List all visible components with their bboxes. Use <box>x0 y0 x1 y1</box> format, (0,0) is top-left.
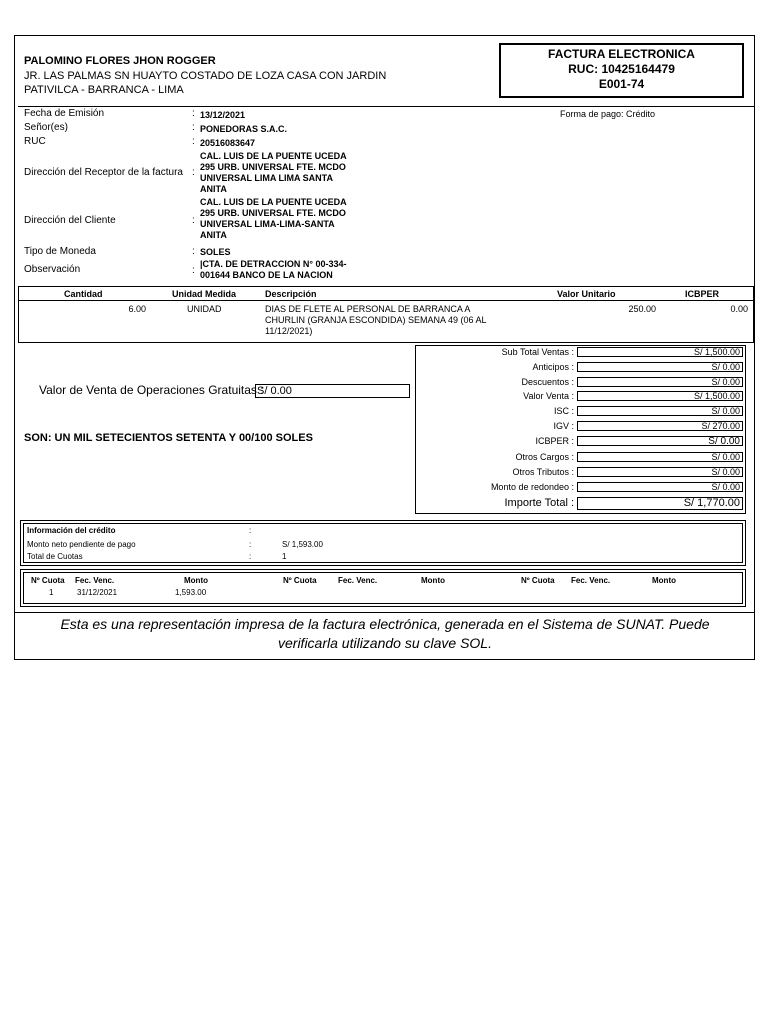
cuota-header-monto-2: Monto <box>421 576 445 585</box>
credito-cuotas-value: 1 <box>282 552 287 561</box>
senor-label: Señor(es) <box>24 122 68 133</box>
observacion-label: Observación <box>24 264 81 275</box>
cuota-header-nro-2: Nº Cuota <box>283 576 317 585</box>
cuota-row-monto: 1,593.00 <box>175 588 207 597</box>
credito-monto-label: Monto neto pendiente de pago <box>27 540 136 549</box>
colon: : <box>192 108 195 119</box>
colon: : <box>249 526 252 535</box>
divider <box>18 106 754 107</box>
cuota-header-monto-1: Monto <box>184 576 208 585</box>
colon: : <box>192 246 195 257</box>
item-valor-unitario: 250.00 <box>628 304 656 314</box>
dir-receptor-value: CAL. LUIS DE LA PUENTE UCEDA 295 URB. UNIVERSAL FTE. MCDO UNIVERSAL LIMA LIMA SANTA ANITA <box>200 151 347 194</box>
total-label-subtotal: Sub Total Ventas : <box>501 347 574 357</box>
supplier-name: PALOMINO FLORES JHON ROGGER <box>24 55 216 67</box>
total-label-otros-cargos: Otros Cargos : <box>515 452 574 462</box>
dir-cliente-value: CAL. LUIS DE LA PUENTE UCEDA 295 URB. UNIVERSAL FTE. MCDO UNIVERSAL LIMA-LIMA-SANTA ANITA <box>200 197 347 240</box>
ruc-label: RUC <box>24 136 46 147</box>
cuotas-inner <box>23 572 743 604</box>
total-value-anticipos: S/ 0.00 <box>577 362 743 372</box>
senor-value: PONEDORAS S.A.C. <box>200 124 288 134</box>
total-label-importe: Importe Total : <box>504 497 574 509</box>
invoice-number: E001-74 <box>598 77 645 91</box>
colon: : <box>249 552 252 561</box>
total-value-redondeo: S/ 0.00 <box>577 482 743 492</box>
total-value-otros-tributos: S/ 0.00 <box>577 467 743 477</box>
invoice-id-box <box>499 43 744 98</box>
supplier-address-line-2: PATIVILCA - BARRANCA - LIMA <box>24 84 184 96</box>
ruc-value: 20516083647 <box>200 138 256 148</box>
item-icbper: 0.00 <box>730 304 748 314</box>
total-value-valor-venta: S/ 1,500.00 <box>577 391 743 401</box>
invoice-type: FACTURA ELECTRONICA <box>548 47 695 61</box>
items-header-divider <box>18 300 754 301</box>
credito-title: Información del crédito <box>27 526 116 535</box>
colon: : <box>192 167 195 178</box>
total-value-isc: S/ 0.00 <box>577 406 743 416</box>
cuota-row-fecha: 31/12/2021 <box>77 588 118 597</box>
cuota-row-nro: 1 <box>49 588 54 597</box>
supplier-address-line-1: JR. LAS PALMAS SN HUAYTO COSTADO DE LOZA CASA CON JARDIN <box>24 70 387 82</box>
colon: : <box>192 265 195 276</box>
col-icbper: ICBPER <box>685 289 720 299</box>
item-cantidad: 6.00 <box>128 304 146 314</box>
colon: : <box>192 136 195 147</box>
observacion-value: |CTA. DE DETRACCION N° 00-334- 001644 BANCO DE LA NACION <box>200 259 347 280</box>
forma-pago: Forma de pago: Crédito <box>560 109 656 119</box>
gratuitas-label: Valor de Venta de Operaciones Gratuitas : <box>39 383 264 397</box>
dir-cliente-label: Dirección del Cliente <box>24 215 116 226</box>
gratuitas-value: S/ 0.00 <box>255 384 410 398</box>
moneda-label: Tipo de Moneda <box>24 246 96 257</box>
total-value-subtotal: S/ 1,500.00 <box>577 347 743 357</box>
total-label-icbper: ICBPER : <box>535 436 574 446</box>
col-descripcion: Descripción <box>265 289 317 299</box>
cuota-header-monto-3: Monto <box>652 576 676 585</box>
cuota-header-fecha-3: Fec. Venc. <box>571 576 611 585</box>
colon: : <box>192 122 195 133</box>
fecha-value: 13/12/2021 <box>200 110 246 120</box>
sunat-footer-note: Esta es una representación impresa de la factura electrónica, generada en el Sistema de SUNAT. Puede verificarla utilizando su clave SOL. <box>60 616 710 651</box>
total-value-icbper: S/ 0.00 <box>577 436 743 446</box>
fecha-label: Fecha de Emisión <box>24 108 105 119</box>
total-label-otros-tributos: Otros Tributos : <box>512 467 574 477</box>
total-label-anticipos: Anticipos : <box>532 362 574 372</box>
total-label-redondeo: Monto de redondeo : <box>490 482 574 492</box>
credito-monto-value: S/ 1,593.00 <box>282 540 323 549</box>
cuota-header-nro-3: Nº Cuota <box>521 576 555 585</box>
cuota-header-fecha-1: Fec. Venc. <box>75 576 115 585</box>
total-label-isc: ISC : <box>553 406 574 416</box>
item-unidad: UNIDAD <box>187 304 222 314</box>
cuota-header-nro-1: Nº Cuota <box>31 576 65 585</box>
son-amount-words: SON: UN MIL SETECIENTOS SETENTA Y 00/100 SOLES <box>24 432 313 444</box>
dir-receptor-label: Dirección del Receptor de la factura <box>24 167 183 178</box>
invoice-ruc: RUC: 10425164479 <box>568 62 675 76</box>
cuota-header-fecha-2: Fec. Venc. <box>338 576 378 585</box>
credito-cuotas-label: Total de Cuotas <box>27 552 83 561</box>
total-label-descuentos: Descuentos : <box>521 377 574 387</box>
col-valor-unitario: Valor Unitario <box>557 289 616 299</box>
total-value-otros-cargos: S/ 0.00 <box>577 452 743 462</box>
total-value-igv: S/ 270.00 <box>577 421 743 431</box>
col-unidad: Unidad Medida <box>172 289 237 299</box>
col-cantidad: Cantidad <box>64 289 103 299</box>
item-descripcion: DIAS DE FLETE AL PERSONAL DE BARRANCA A CHURLIN (GRANJA ESCONDIDA) SEMANA 49 (06 AL 11/12/2021) <box>265 304 487 336</box>
total-label-igv: IGV : <box>553 421 574 431</box>
total-label-valor-venta: Valor Venta : <box>523 391 574 401</box>
colon: : <box>192 215 195 226</box>
moneda-value: SOLES <box>200 247 231 257</box>
total-value-descuentos: S/ 0.00 <box>577 377 743 387</box>
colon: : <box>249 540 252 549</box>
total-value-importe: S/ 1,770.00 <box>577 497 743 510</box>
footer-divider <box>14 612 755 613</box>
